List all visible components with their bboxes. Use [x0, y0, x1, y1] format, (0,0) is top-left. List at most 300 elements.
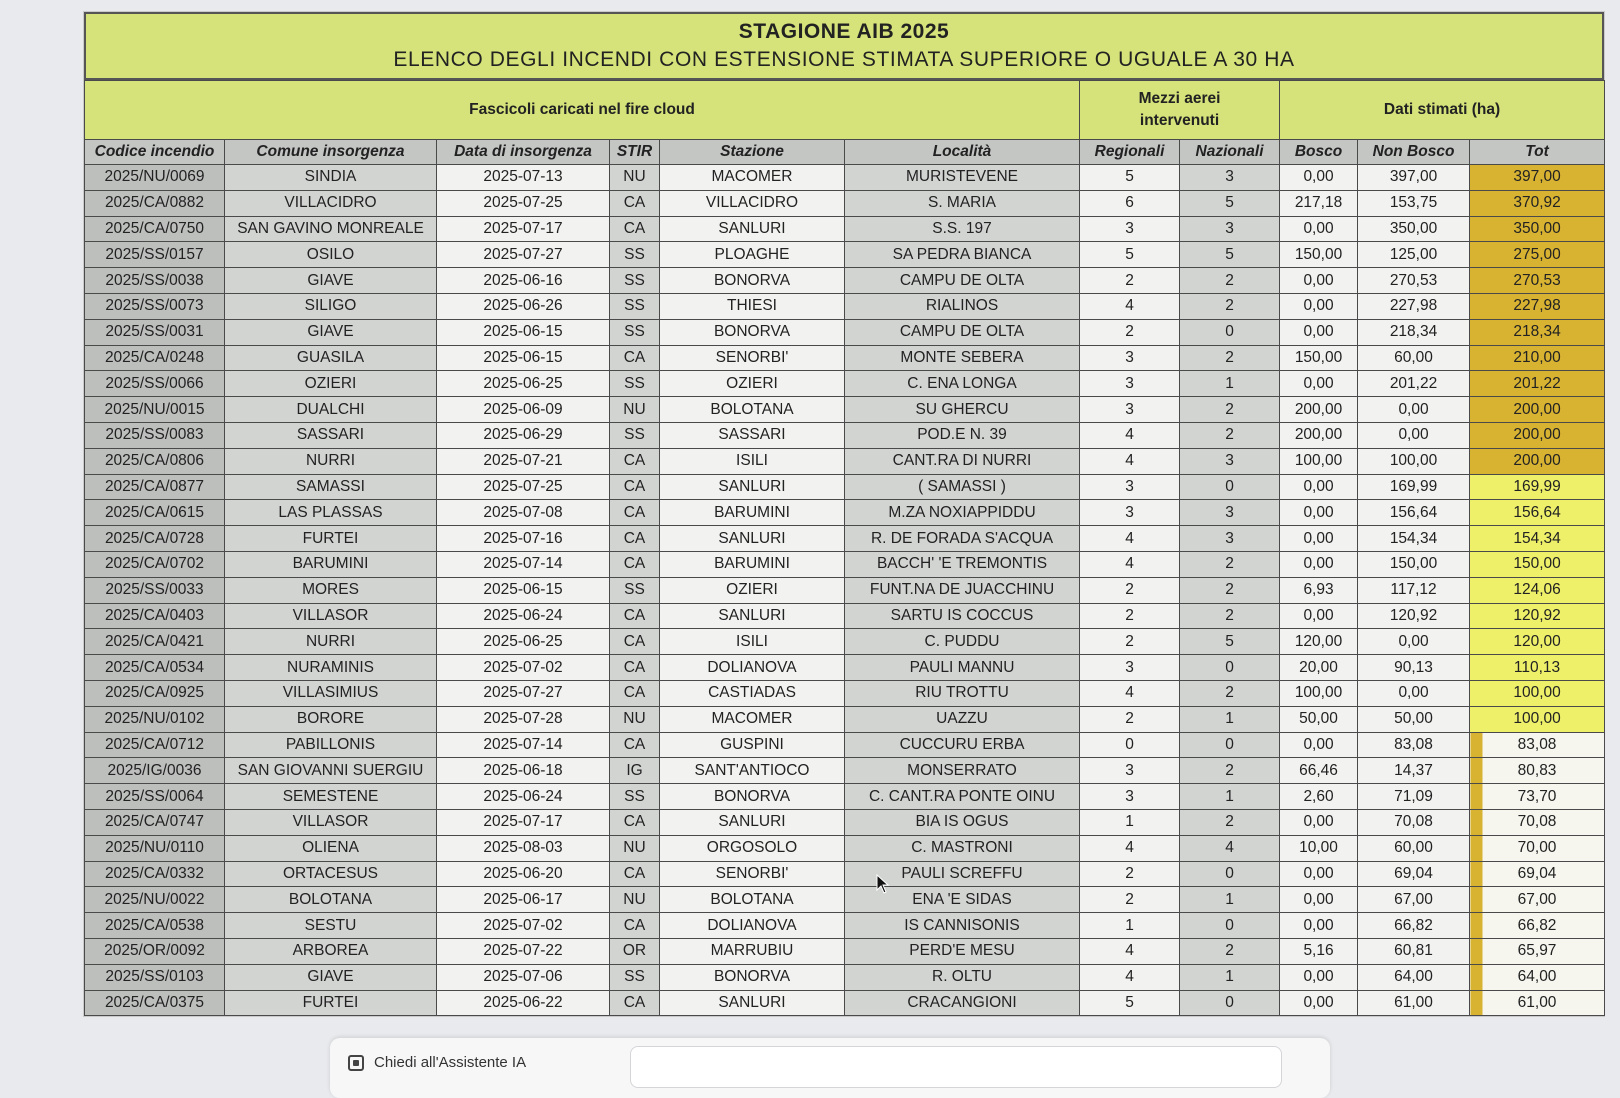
assistant-input[interactable] — [630, 1046, 1282, 1088]
cell-stir: IG — [610, 758, 660, 784]
cell-nazionali: 1 — [1180, 371, 1280, 397]
cell-bosco: 50,00 — [1280, 706, 1358, 732]
cell-codice: 2025/CA/0877 — [85, 474, 225, 500]
cell-non-bosco: 270,53 — [1358, 268, 1470, 294]
cell-data: 2025-07-22 — [437, 938, 610, 964]
table-row — [85, 190, 1605, 216]
cell-bosco: 0,00 — [1280, 887, 1358, 913]
cell-stazione: ISILI — [660, 448, 845, 474]
cell-stir: NU — [610, 706, 660, 732]
cell-codice: 2025/SS/0073 — [85, 293, 225, 319]
cell-comune: SEMESTENE — [225, 784, 437, 810]
cell-nazionali: 0 — [1180, 655, 1280, 681]
cell-stir: CA — [610, 861, 660, 887]
cell-tot: 67,00 — [1470, 887, 1605, 913]
cell-tot: 100,00 — [1470, 706, 1605, 732]
title-block — [84, 12, 1604, 80]
cell-nazionali: 3 — [1180, 216, 1280, 242]
cell-stir: SS — [610, 371, 660, 397]
cell-codice: 2025/NU/0022 — [85, 887, 225, 913]
cell-stazione: ORGOSOLO — [660, 835, 845, 861]
group-mezzi — [1080, 81, 1280, 140]
cell-data: 2025-06-18 — [437, 758, 610, 784]
cell-codice: 2025/CA/0728 — [85, 526, 225, 552]
cell-regionali: 4 — [1080, 964, 1180, 990]
cell-bosco: 0,00 — [1280, 268, 1358, 294]
cell-data: 2025-06-25 — [437, 629, 610, 655]
table-row — [85, 165, 1605, 191]
cell-tot: 110,13 — [1470, 655, 1605, 681]
cell-non-bosco: 154,34 — [1358, 526, 1470, 552]
cell-data: 2025-07-27 — [437, 680, 610, 706]
cell-tot: 169,99 — [1470, 474, 1605, 500]
cell-data: 2025-07-21 — [437, 448, 610, 474]
cell-tot: 227,98 — [1470, 293, 1605, 319]
cell-data: 2025-06-16 — [437, 268, 610, 294]
table-row — [85, 448, 1605, 474]
cell-comune: SINDIA — [225, 165, 437, 191]
cell-stazione: VILLACIDRO — [660, 190, 845, 216]
cell-stir: SS — [610, 242, 660, 268]
chat-icon — [348, 1055, 364, 1071]
cell-comune: VILLASIMIUS — [225, 680, 437, 706]
col-regionali: Regionali — [1080, 140, 1180, 165]
cell-regionali: 4 — [1080, 526, 1180, 552]
cell-localita: M.ZA NOXIAPPIDDU — [845, 500, 1080, 526]
cell-stazione: BARUMINI — [660, 500, 845, 526]
group-mezzi-line2: intervenuti — [1139, 112, 1220, 129]
cell-localita: RIU TROTTU — [845, 680, 1080, 706]
cell-tot: 154,34 — [1470, 526, 1605, 552]
cell-comune: PABILLONIS — [225, 732, 437, 758]
cell-codice: 2025/CA/0712 — [85, 732, 225, 758]
cell-tot: 150,00 — [1470, 551, 1605, 577]
cell-bosco: 0,00 — [1280, 913, 1358, 939]
col-localita: Località — [845, 140, 1080, 165]
cell-comune: GIAVE — [225, 268, 437, 294]
table-row — [85, 397, 1605, 423]
cell-data: 2025-06-20 — [437, 861, 610, 887]
table-row — [85, 422, 1605, 448]
cell-codice: 2025/NU/0102 — [85, 706, 225, 732]
cell-codice: 2025/NU/0110 — [85, 835, 225, 861]
cell-localita: C. CANT.RA PONTE OINU — [845, 784, 1080, 810]
cell-nazionali: 5 — [1180, 629, 1280, 655]
cell-nazionali: 3 — [1180, 448, 1280, 474]
cell-non-bosco: 70,08 — [1358, 809, 1470, 835]
cell-stir: SS — [610, 964, 660, 990]
cell-data: 2025-07-25 — [437, 190, 610, 216]
fires-table — [84, 80, 1605, 1016]
cell-regionali: 4 — [1080, 293, 1180, 319]
cell-codice: 2025/CA/0615 — [85, 500, 225, 526]
table-row — [85, 809, 1605, 835]
cell-data: 2025-07-17 — [437, 809, 610, 835]
cell-nazionali: 2 — [1180, 758, 1280, 784]
cell-localita: ( SAMASSI ) — [845, 474, 1080, 500]
cell-codice: 2025/SS/0031 — [85, 319, 225, 345]
cell-regionali: 2 — [1080, 603, 1180, 629]
cell-tot: 350,00 — [1470, 216, 1605, 242]
cell-comune: FURTEI — [225, 526, 437, 552]
cell-comune: NURAMINIS — [225, 655, 437, 681]
table-row — [85, 887, 1605, 913]
cell-tot: 200,00 — [1470, 422, 1605, 448]
cell-codice: 2025/CA/0332 — [85, 861, 225, 887]
cell-localita: CAMPU DE OLTA — [845, 268, 1080, 294]
cell-bosco: 0,00 — [1280, 809, 1358, 835]
cell-bosco: 0,00 — [1280, 293, 1358, 319]
cell-nazionali: 2 — [1180, 422, 1280, 448]
cell-localita: CANT.RA DI NURRI — [845, 448, 1080, 474]
cell-tot: 83,08 — [1470, 732, 1605, 758]
cell-regionali: 4 — [1080, 551, 1180, 577]
cell-stazione: SANLURI — [660, 809, 845, 835]
sheet-subtitle: ELENCO DEGLI INCENDI CON ESTENSIONE STIMATA SUPERIORE O UGUALE A 30 HA — [393, 48, 1295, 71]
cell-comune: VILLASOR — [225, 809, 437, 835]
col-comune: Comune insorgenza — [225, 140, 437, 165]
cell-comune: SESTU — [225, 913, 437, 939]
cell-comune: OZIERI — [225, 371, 437, 397]
cell-bosco: 0,00 — [1280, 165, 1358, 191]
cell-codice: 2025/IG/0036 — [85, 758, 225, 784]
cell-regionali: 3 — [1080, 655, 1180, 681]
assistant-button[interactable] — [348, 1054, 526, 1071]
cell-codice: 2025/CA/0403 — [85, 603, 225, 629]
cell-stazione: SANLURI — [660, 990, 845, 1016]
cell-non-bosco: 117,12 — [1358, 577, 1470, 603]
cell-nazionali: 1 — [1180, 706, 1280, 732]
cell-non-bosco: 0,00 — [1358, 680, 1470, 706]
cell-codice: 2025/CA/0421 — [85, 629, 225, 655]
cell-tot: 61,00 — [1470, 990, 1605, 1016]
cell-non-bosco: 169,99 — [1358, 474, 1470, 500]
col-stazione: Stazione — [660, 140, 845, 165]
cell-codice: 2025/CA/0538 — [85, 913, 225, 939]
cell-non-bosco: 71,09 — [1358, 784, 1470, 810]
cell-bosco: 5,16 — [1280, 938, 1358, 964]
cell-localita: C. ENA LONGA — [845, 371, 1080, 397]
cell-stir: NU — [610, 397, 660, 423]
cell-tot: 65,97 — [1470, 938, 1605, 964]
cell-nazionali: 2 — [1180, 809, 1280, 835]
cell-bosco: 0,00 — [1280, 319, 1358, 345]
cell-data: 2025-07-14 — [437, 732, 610, 758]
cell-nazionali: 0 — [1180, 990, 1280, 1016]
cell-stir: CA — [610, 216, 660, 242]
cell-stir: CA — [610, 448, 660, 474]
cell-comune: FURTEI — [225, 990, 437, 1016]
cell-non-bosco: 125,00 — [1358, 242, 1470, 268]
cell-bosco: 120,00 — [1280, 629, 1358, 655]
cell-localita: SU GHERCU — [845, 397, 1080, 423]
cell-bosco: 200,00 — [1280, 422, 1358, 448]
cell-data: 2025-07-08 — [437, 500, 610, 526]
cell-comune: VILLASOR — [225, 603, 437, 629]
cell-data: 2025-06-24 — [437, 603, 610, 629]
cell-comune: MORES — [225, 577, 437, 603]
cell-localita: S. MARIA — [845, 190, 1080, 216]
cell-stazione: SANT'ANTIOCO — [660, 758, 845, 784]
cell-stir: NU — [610, 887, 660, 913]
table-row — [85, 655, 1605, 681]
cell-regionali: 5 — [1080, 242, 1180, 268]
cell-non-bosco: 0,00 — [1358, 629, 1470, 655]
cell-comune: BOLOTANA — [225, 887, 437, 913]
cell-codice: 2025/CA/0702 — [85, 551, 225, 577]
cell-nazionali: 0 — [1180, 474, 1280, 500]
cell-regionali: 3 — [1080, 397, 1180, 423]
cell-tot: 210,00 — [1470, 345, 1605, 371]
table-row — [85, 938, 1605, 964]
cell-localita: ENA 'E SIDAS — [845, 887, 1080, 913]
cell-regionali: 4 — [1080, 448, 1180, 474]
cell-non-bosco: 69,04 — [1358, 861, 1470, 887]
cell-bosco: 66,46 — [1280, 758, 1358, 784]
cell-regionali: 2 — [1080, 887, 1180, 913]
cell-data: 2025-06-24 — [437, 784, 610, 810]
cell-tot: 120,92 — [1470, 603, 1605, 629]
cell-tot: 370,92 — [1470, 190, 1605, 216]
cell-data: 2025-06-26 — [437, 293, 610, 319]
cell-non-bosco: 397,00 — [1358, 165, 1470, 191]
cell-stir: SS — [610, 577, 660, 603]
cell-nazionali: 2 — [1180, 603, 1280, 629]
cell-localita: MONTE SEBERA — [845, 345, 1080, 371]
cell-nazionali: 2 — [1180, 268, 1280, 294]
table-body — [85, 165, 1605, 1016]
cell-stazione: OZIERI — [660, 371, 845, 397]
table-row — [85, 603, 1605, 629]
cell-stir: SS — [610, 422, 660, 448]
cell-data: 2025-06-25 — [437, 371, 610, 397]
cell-tot: 120,00 — [1470, 629, 1605, 655]
cell-comune: ARBOREA — [225, 938, 437, 964]
table-row — [85, 319, 1605, 345]
cell-tot: 100,00 — [1470, 680, 1605, 706]
cell-nazionali: 3 — [1180, 165, 1280, 191]
cell-codice: 2025/SS/0066 — [85, 371, 225, 397]
cell-codice: 2025/SS/0103 — [85, 964, 225, 990]
cell-stir: SS — [610, 293, 660, 319]
cell-bosco: 0,00 — [1280, 500, 1358, 526]
cell-non-bosco: 0,00 — [1358, 422, 1470, 448]
cell-localita: S.S. 197 — [845, 216, 1080, 242]
cell-localita: C. MASTRONI — [845, 835, 1080, 861]
cell-stir: CA — [610, 603, 660, 629]
cell-data: 2025-06-22 — [437, 990, 610, 1016]
table-row — [85, 964, 1605, 990]
assistant-label: Chiedi all'Assistente IA — [374, 1054, 527, 1071]
cell-nazionali: 2 — [1180, 551, 1280, 577]
group-header-row — [85, 81, 1605, 140]
cell-stazione: SASSARI — [660, 422, 845, 448]
cell-non-bosco: 60,81 — [1358, 938, 1470, 964]
cell-non-bosco: 61,00 — [1358, 990, 1470, 1016]
cell-nazionali: 5 — [1180, 190, 1280, 216]
cell-comune: GIAVE — [225, 319, 437, 345]
table-row — [85, 706, 1605, 732]
cell-non-bosco: 14,37 — [1358, 758, 1470, 784]
cell-regionali: 3 — [1080, 216, 1180, 242]
cell-regionali: 4 — [1080, 835, 1180, 861]
cell-bosco: 0,00 — [1280, 474, 1358, 500]
cell-regionali: 3 — [1080, 474, 1180, 500]
cell-stazione: SENORBI' — [660, 345, 845, 371]
cell-stir: SS — [610, 784, 660, 810]
cell-stazione: CASTIADAS — [660, 680, 845, 706]
cell-localita: IS CANNISONIS — [845, 913, 1080, 939]
cell-localita: R. OLTU — [845, 964, 1080, 990]
col-tot: Tot — [1470, 140, 1605, 165]
cell-comune: NURRI — [225, 629, 437, 655]
cell-data: 2025-07-28 — [437, 706, 610, 732]
cell-data: 2025-07-06 — [437, 964, 610, 990]
cell-codice: 2025/CA/0375 — [85, 990, 225, 1016]
cell-localita: CAMPU DE OLTA — [845, 319, 1080, 345]
group-fascicoli: Fascicoli caricati nel fire cloud — [85, 81, 1080, 140]
table-row — [85, 680, 1605, 706]
cell-stir: SS — [610, 319, 660, 345]
cell-stazione: BONORVA — [660, 319, 845, 345]
cell-non-bosco: 156,64 — [1358, 500, 1470, 526]
cell-regionali: 1 — [1080, 809, 1180, 835]
table-row — [85, 268, 1605, 294]
cell-nazionali: 2 — [1180, 345, 1280, 371]
cell-non-bosco: 90,13 — [1358, 655, 1470, 681]
table-row — [85, 835, 1605, 861]
cell-stazione: SANLURI — [660, 526, 845, 552]
cell-regionali: 0 — [1080, 732, 1180, 758]
cell-data: 2025-07-02 — [437, 655, 610, 681]
cell-non-bosco: 150,00 — [1358, 551, 1470, 577]
cell-non-bosco: 66,82 — [1358, 913, 1470, 939]
cell-stir: CA — [610, 345, 660, 371]
group-dati: Dati stimati (ha) — [1280, 81, 1605, 140]
col-stir: STIR — [610, 140, 660, 165]
cell-stazione: BONORVA — [660, 964, 845, 990]
cell-bosco: 0,00 — [1280, 526, 1358, 552]
cell-regionali: 3 — [1080, 371, 1180, 397]
table-row — [85, 345, 1605, 371]
table-row — [85, 629, 1605, 655]
cell-non-bosco: 60,00 — [1358, 345, 1470, 371]
cell-comune: GIAVE — [225, 964, 437, 990]
group-mezzi-line1: Mezzi aerei — [1138, 90, 1221, 107]
cell-codice: 2025/CA/0882 — [85, 190, 225, 216]
cell-comune: LAS PLASSAS — [225, 500, 437, 526]
cell-comune: SAN GAVINO MONREALE — [225, 216, 437, 242]
cell-regionali: 6 — [1080, 190, 1180, 216]
cell-stazione: ISILI — [660, 629, 845, 655]
cell-stazione: SANLURI — [660, 216, 845, 242]
col-bosco: Bosco — [1280, 140, 1358, 165]
table-row — [85, 551, 1605, 577]
cell-regionali: 2 — [1080, 577, 1180, 603]
cell-nazionali: 2 — [1180, 577, 1280, 603]
cell-stir: CA — [610, 913, 660, 939]
cell-codice: 2025/SS/0157 — [85, 242, 225, 268]
cell-stazione: SANLURI — [660, 603, 845, 629]
cell-bosco: 0,00 — [1280, 603, 1358, 629]
cell-regionali: 2 — [1080, 861, 1180, 887]
cell-tot: 69,04 — [1470, 861, 1605, 887]
cell-comune: SILIGO — [225, 293, 437, 319]
cell-comune: ORTACESUS — [225, 861, 437, 887]
cell-bosco: 0,00 — [1280, 861, 1358, 887]
cell-nazionali: 0 — [1180, 732, 1280, 758]
cell-bosco: 150,00 — [1280, 345, 1358, 371]
cell-stir: CA — [610, 629, 660, 655]
cell-non-bosco: 227,98 — [1358, 293, 1470, 319]
cell-localita: POD.E N. 39 — [845, 422, 1080, 448]
cell-codice: 2025/CA/0534 — [85, 655, 225, 681]
cell-regionali: 1 — [1080, 913, 1180, 939]
cell-codice: 2025/SS/0083 — [85, 422, 225, 448]
cell-stazione: DOLIANOVA — [660, 655, 845, 681]
table-row — [85, 577, 1605, 603]
spreadsheet — [84, 12, 1604, 1016]
cell-stir: CA — [610, 809, 660, 835]
cell-bosco: 6,93 — [1280, 577, 1358, 603]
cell-regionali: 2 — [1080, 629, 1180, 655]
table-row — [85, 526, 1605, 552]
cell-nazionali: 2 — [1180, 680, 1280, 706]
cell-non-bosco: 64,00 — [1358, 964, 1470, 990]
cell-nazionali: 0 — [1180, 913, 1280, 939]
cell-tot: 201,22 — [1470, 371, 1605, 397]
cell-nazionali: 5 — [1180, 242, 1280, 268]
cell-regionali: 4 — [1080, 938, 1180, 964]
cell-stir: CA — [610, 990, 660, 1016]
cell-bosco: 200,00 — [1280, 397, 1358, 423]
cell-codice: 2025/SS/0038 — [85, 268, 225, 294]
cell-stazione: PLOAGHE — [660, 242, 845, 268]
cell-non-bosco: 0,00 — [1358, 397, 1470, 423]
cell-non-bosco: 350,00 — [1358, 216, 1470, 242]
cell-nazionali: 0 — [1180, 319, 1280, 345]
cell-data: 2025-07-02 — [437, 913, 610, 939]
cell-stir: CA — [610, 732, 660, 758]
cell-codice: 2025/CA/0248 — [85, 345, 225, 371]
cell-regionali: 5 — [1080, 990, 1180, 1016]
cell-data: 2025-06-09 — [437, 397, 610, 423]
cell-nazionali: 1 — [1180, 887, 1280, 913]
cell-stir: CA — [610, 551, 660, 577]
cell-tot: 80,83 — [1470, 758, 1605, 784]
sheet-title: STAGIONE AIB 2025 — [738, 20, 950, 43]
table-row — [85, 732, 1605, 758]
cell-regionali: 3 — [1080, 500, 1180, 526]
cell-data: 2025-06-15 — [437, 577, 610, 603]
cell-regionali: 3 — [1080, 758, 1180, 784]
cell-non-bosco: 120,92 — [1358, 603, 1470, 629]
table-row — [85, 861, 1605, 887]
cell-nazionali: 3 — [1180, 526, 1280, 552]
table-row — [85, 990, 1605, 1016]
cell-stir: NU — [610, 165, 660, 191]
cell-localita: PAULI SCREFFU — [845, 861, 1080, 887]
cell-codice: 2025/CA/0806 — [85, 448, 225, 474]
cell-localita: C. PUDDU — [845, 629, 1080, 655]
cell-non-bosco: 50,00 — [1358, 706, 1470, 732]
table-row — [85, 913, 1605, 939]
cell-localita: MONSERRATO — [845, 758, 1080, 784]
cell-comune: SASSARI — [225, 422, 437, 448]
cell-comune: SAMASSI — [225, 474, 437, 500]
cell-bosco: 0,00 — [1280, 964, 1358, 990]
cell-stazione: BONORVA — [660, 268, 845, 294]
